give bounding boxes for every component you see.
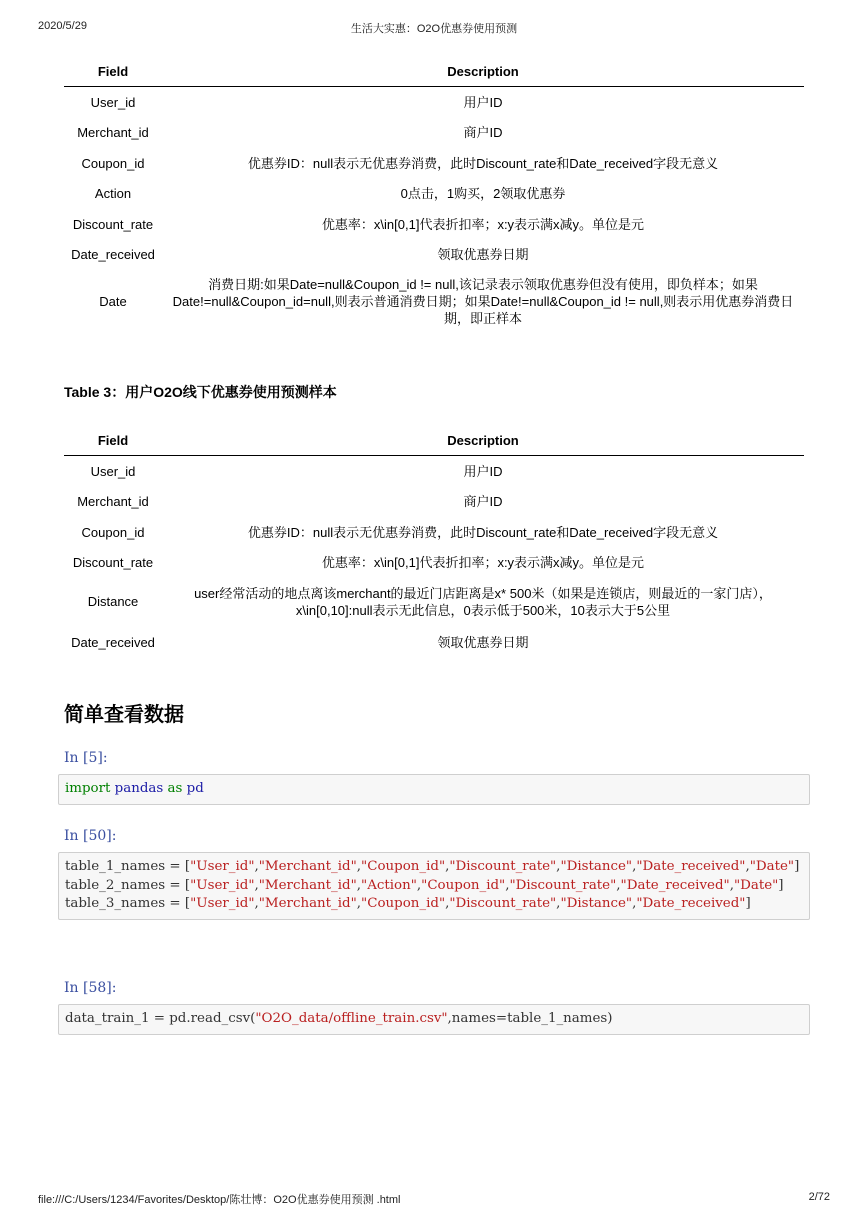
code-text: table_1_names = [	[65, 859, 191, 874]
code-string: "Discount_rate"	[449, 896, 557, 911]
description-cell: 用户ID	[463, 94, 503, 110]
code-string: "Coupon_id"	[361, 859, 446, 874]
field-name-cell: User_id	[90, 463, 136, 479]
description-cell: 领取优惠券日期	[437, 247, 529, 262]
code-text: ,	[632, 859, 637, 874]
code-text: ,	[254, 859, 259, 874]
field-name-cell: User_id	[90, 94, 136, 110]
description-cell: 优惠率：x\in[0,1]代表折扣率；x:y表示满x减y。单位是元	[321, 555, 645, 570]
description-cell: 商户ID	[463, 125, 503, 140]
code-string: "Date"	[733, 877, 779, 893]
code-string: "O2O_data/offline_train.csv"	[255, 1011, 448, 1026]
code-text: ,	[356, 877, 362, 893]
code-keyword: as	[167, 781, 183, 796]
print-title: 生活大实惠：O2O优惠券使用预测	[350, 23, 518, 35]
code-string: "Merchant_id"	[258, 877, 357, 893]
code-string: "Distance"	[560, 859, 633, 874]
code-text: ,	[445, 896, 450, 911]
column-header-field: Field	[64, 56, 162, 87]
table-caption: Table 3：用户O2O线下优惠券使用预测样本	[64, 384, 337, 400]
description-cell: 0点击，1购买，2领取优惠券	[400, 186, 566, 201]
table-row	[64, 578, 804, 626]
field-name-cell: Date_received	[71, 247, 155, 262]
code-keyword: import	[65, 781, 111, 796]
input-prompt: In [5]:	[64, 750, 108, 766]
code-text: ,	[254, 877, 259, 893]
table-header-row	[64, 56, 804, 87]
column-header-description: Description	[162, 425, 804, 456]
code-text: ,	[745, 859, 750, 874]
table-row	[64, 456, 804, 487]
input-prompt: In [58]:	[64, 980, 117, 996]
code-text: ,	[416, 877, 422, 893]
code-cell[interactable]	[58, 1004, 810, 1035]
table-row	[64, 517, 804, 548]
code-text: table_3_names = [	[65, 896, 191, 911]
description-cell: 优惠券ID：null表示无优惠券消费，此时Discount_rate和Date_received字段无意义	[247, 524, 719, 540]
code-text: ,	[616, 877, 621, 893]
code-text: ,names=table_1_names)	[447, 1011, 613, 1026]
column-header-field: Field	[64, 425, 162, 456]
code-text: data_train_1 = pd.read_csv(	[65, 1011, 256, 1026]
code-string: "Distance"	[560, 896, 633, 911]
table-row	[64, 209, 804, 240]
code-text: table_2_names = [	[65, 877, 191, 893]
print-date: 2020/5/29	[38, 20, 87, 32]
code-string: "Date_received"	[620, 877, 730, 893]
code-string: "Discount_rate"	[449, 859, 557, 874]
code-string: "User_id"	[190, 896, 255, 911]
table-row	[64, 270, 804, 333]
code-text: ,	[556, 896, 561, 911]
description-cell: 领取优惠券日期	[437, 635, 529, 650]
field-name-cell: Merchant_id	[77, 494, 149, 509]
table-row	[64, 148, 804, 179]
description-cell: 用户ID	[463, 463, 503, 479]
field-table-3	[64, 425, 804, 660]
code-string: "User_id"	[190, 877, 255, 893]
page-number: 2/72	[808, 1191, 830, 1203]
code-text: ]	[745, 896, 751, 911]
table-row	[64, 240, 804, 270]
code-string: "Action"	[361, 877, 417, 893]
description-cell: 商户ID	[463, 494, 503, 509]
code-string: "Date_received"	[636, 859, 746, 874]
code-text: ,	[556, 859, 561, 874]
code-string: "Discount_rate"	[509, 877, 617, 893]
code-text: ,	[356, 896, 362, 911]
code-text: ,	[505, 877, 510, 893]
field-name-cell: Discount_rate	[72, 216, 154, 232]
code-text: ]	[794, 859, 800, 874]
column-header-description: Description	[162, 56, 804, 87]
table-row	[64, 626, 804, 660]
description-cell: user经常活动的地点离该merchant的最近门店距离是x* 500米（如果是连锁店，则最近的一家门店），x\in[0,10]:null表示无此信息，0表示低于500米，10表示大于5公里	[194, 585, 772, 618]
code-string: "User_id"	[190, 859, 255, 874]
code-keyword: pd	[186, 781, 204, 796]
code-cell[interactable]	[58, 774, 810, 805]
code-string: "Date"	[749, 859, 795, 874]
code-cell[interactable]	[58, 852, 810, 920]
field-name-cell: Coupon_id	[81, 155, 145, 171]
field-name-cell: Merchant_id	[77, 125, 149, 140]
field-name-cell: Date_received	[71, 635, 155, 650]
field-name-cell: Date	[99, 293, 127, 309]
field-name-cell: Distance	[87, 594, 139, 609]
code-text: ,	[254, 896, 259, 911]
code-string: "Date_received"	[636, 896, 746, 911]
code-text: ,	[445, 859, 450, 874]
code-string: "Merchant_id"	[258, 896, 357, 911]
field-name-cell: Coupon_id	[81, 524, 145, 540]
code-keyword: pandas	[114, 781, 164, 796]
table-header-row	[64, 425, 804, 456]
description-cell: 消费日期:如果Date=null&Coupon_id != null,该记录表示领取优惠券但没有使用，即负样本；如果Date!=null&Coupon_id=null,则表示普通消费日期；如果Date!=null&Coupon_id != null,则表示用优惠券消费日期，即正样本	[172, 276, 794, 326]
code-text: ,	[356, 859, 362, 874]
table-row	[64, 179, 804, 209]
field-table-2	[64, 56, 804, 333]
code-string: "Coupon_id"	[361, 896, 446, 911]
code-string: "Merchant_id"	[258, 859, 357, 874]
description-cell: 优惠率：x\in[0,1]代表折扣率；x:y表示满x减y。单位是元	[321, 216, 645, 232]
table-row	[64, 487, 804, 517]
field-name-cell: Discount_rate	[72, 555, 154, 570]
table-row	[64, 118, 804, 148]
file-path: file:///C:/Users/1234/Favorites/Desktop/陈壮博：O2O优惠券使用预测 .html	[38, 1194, 401, 1206]
code-text: ,	[632, 896, 637, 911]
input-prompt: In [50]:	[64, 828, 117, 844]
code-string: "Coupon_id"	[421, 877, 506, 893]
code-text: ]	[778, 877, 784, 893]
table-row	[64, 87, 804, 118]
table-row	[64, 548, 804, 578]
code-text: ,	[729, 877, 734, 893]
field-name-cell: Action	[94, 186, 132, 201]
section-heading: 简单查看数据	[64, 704, 184, 726]
description-cell: 优惠券ID：null表示无优惠券消费，此时Discount_rate和Date_received字段无意义	[247, 155, 719, 171]
